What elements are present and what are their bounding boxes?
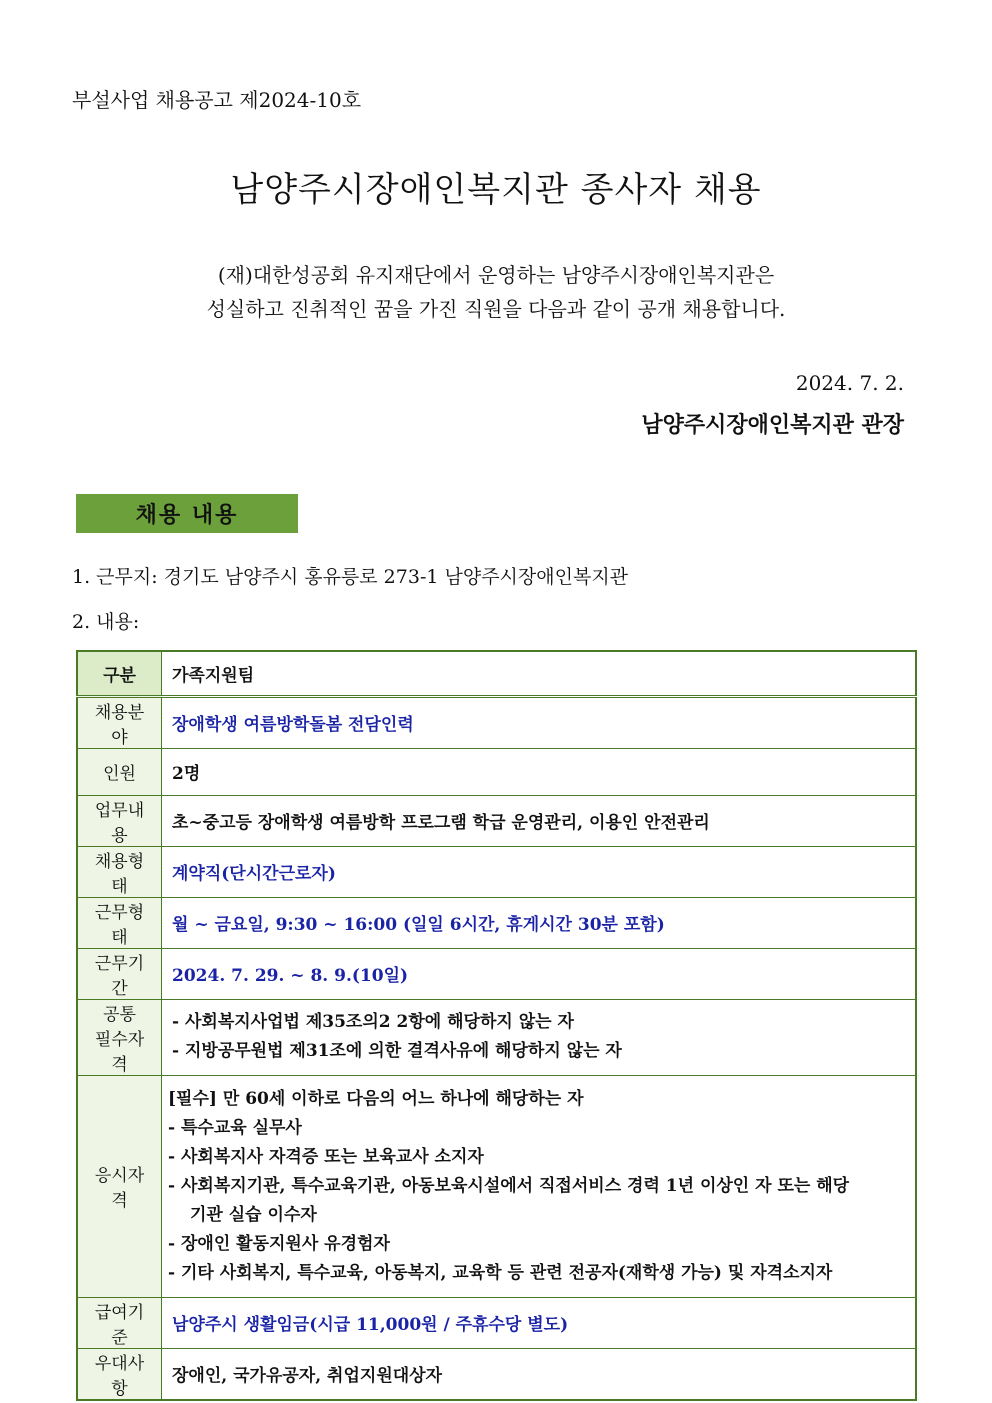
row-label: 근무기간 xyxy=(77,948,162,999)
page-title: 남양주시장애인복지관 종사자 채용 xyxy=(230,170,762,210)
table-row xyxy=(77,651,916,696)
row-label: 급여기준 xyxy=(77,1297,162,1348)
schedule-value: 월 ~ 금요일, 9:30 ~ 16:00 (일일 6시간, 휴게시간 30분 포함) xyxy=(162,897,917,948)
salary-value: 남양주시 생활임금(시급 11,000원 / 주휴수당 별도) xyxy=(162,1297,917,1348)
qualification-line: - 사회복지사 자격증 또는 보육교사 소지자 xyxy=(168,1146,484,1167)
row-label: 인원 xyxy=(77,748,162,795)
table-row xyxy=(77,1297,916,1348)
table-row xyxy=(77,696,916,748)
notice-number: 부설사업 채용공고 제2024-10호 xyxy=(72,88,362,112)
qualification-list xyxy=(162,1075,917,1297)
table-row xyxy=(77,999,916,1075)
recruitment-table xyxy=(76,650,917,1401)
signer: 남양주시장애인복지관 관장 xyxy=(641,412,904,438)
qualification-line: 기관 실습 이수자 xyxy=(190,1204,317,1225)
intro-line-1: (재)대한성공회 유지재단에서 운영하는 남양주시장애인복지관은 xyxy=(217,263,775,287)
type-value: 계약직(단시간근로자) xyxy=(162,846,917,897)
preference-value: 장애인, 국가유공자, 취업지원대상자 xyxy=(162,1348,917,1400)
table-row xyxy=(77,795,916,846)
qualification-line: [필수] 만 60세 이하로 다음의 어느 하나에 해당하는 자 xyxy=(168,1088,584,1109)
row-label: 응시자격 xyxy=(77,1075,162,1297)
section-badge: 채용 내용 xyxy=(76,494,298,533)
requirement-line: - 사회복지사업법 제35조의2 2항에 해당하지 않는 자 xyxy=(172,1012,574,1032)
table-row xyxy=(77,748,916,795)
row-label-line: 필수자격 xyxy=(94,1029,145,1075)
workplace-item: 1. 근무지: 경기도 남양주시 홍유릉로 273-1 남양주시장애인복지관 xyxy=(72,566,629,588)
notice-date: 2024. 7. 2. xyxy=(795,371,904,395)
row-label: 채용분야 xyxy=(77,696,162,748)
field-value: 장애학생 여름방학돌봄 전담인력 xyxy=(162,696,917,748)
content-item: 2. 내용: xyxy=(72,611,140,633)
row-label: 우대사항 xyxy=(77,1348,162,1400)
row-label: 구분 xyxy=(77,651,162,696)
row-label: 채용형태 xyxy=(77,846,162,897)
table-row xyxy=(77,846,916,897)
qualification-line: - 사회복지기관, 특수교육기관, 아동보육시설에서 직접서비스 경력 1년 이상인 자 또는 해당 xyxy=(168,1175,850,1196)
team-name: 가족지원팀 xyxy=(162,651,917,696)
period-value: 2024. 7. 29. ~ 8. 9.(10일) xyxy=(162,948,917,999)
duties-value: 초~중고등 장애학생 여름방학 프로그램 학급 운영관리, 이용인 안전관리 xyxy=(162,795,917,846)
intro-text xyxy=(0,258,992,326)
headcount-value: 2명 xyxy=(162,748,917,795)
common-requirements xyxy=(162,999,917,1075)
row-label: 근무형태 xyxy=(77,897,162,948)
table-row xyxy=(77,1075,916,1297)
requirement-line: - 지방공무원법 제31조에 의한 결격사유에 해당하지 않는 자 xyxy=(172,1041,622,1061)
row-label xyxy=(77,999,162,1075)
table-row xyxy=(77,897,916,948)
qualification-line: - 장애인 활동지원사 유경험자 xyxy=(168,1233,390,1254)
qualification-line: - 기타 사회복지, 특수교육, 아동복지, 교육학 등 관련 전공자(재학생 가능) 및 자격소지자 xyxy=(168,1262,833,1283)
qualification-line: - 특수교육 실무사 xyxy=(168,1117,302,1138)
intro-line-2: 성실하고 진취적인 꿈을 가진 직원을 다음과 같이 공개 채용합니다. xyxy=(206,297,786,321)
row-label-line: 공통 xyxy=(103,1004,136,1025)
table-row xyxy=(77,948,916,999)
row-label: 업무내용 xyxy=(77,795,162,846)
table-row xyxy=(77,1348,916,1400)
